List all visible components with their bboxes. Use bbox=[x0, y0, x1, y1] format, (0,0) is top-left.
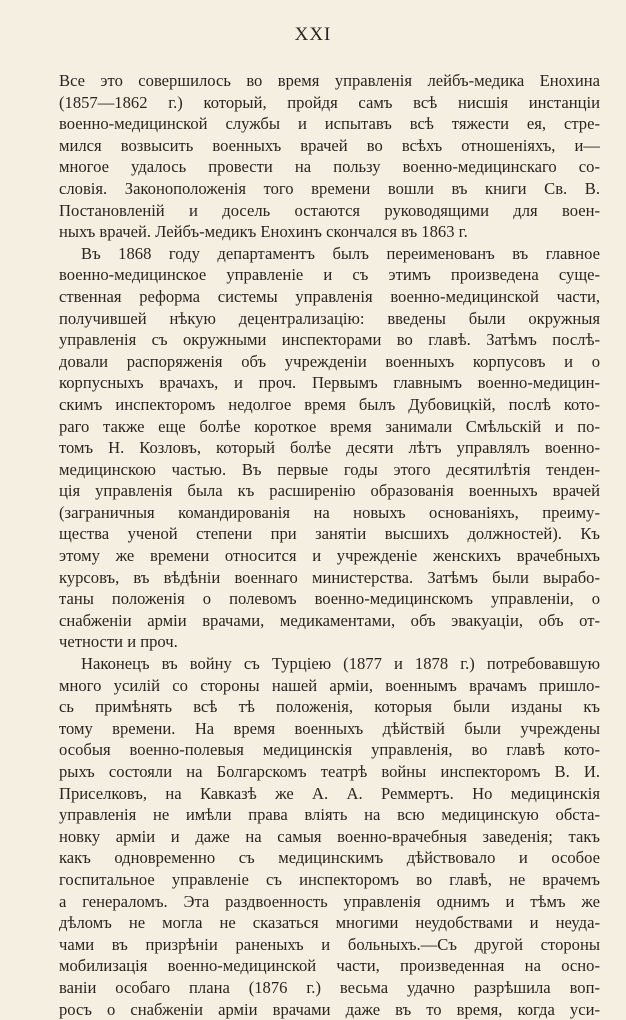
text-line: получившей нѣкую децентрализацію: введены были окружныя bbox=[59, 308, 600, 328]
text-line: управленія съ окружными инспекторами во главѣ. Затѣмъ послѣ- bbox=[59, 330, 600, 350]
text-line: ственная реформа системы управленія военно-медицинской части, bbox=[59, 286, 600, 306]
text-line: довали распоряженія объ учрежденіи военныхъ корпусовъ и о bbox=[59, 351, 600, 371]
text-line: мобилизація военно-медицинской части, произведенная на осно- bbox=[59, 956, 600, 976]
body-text bbox=[59, 70, 600, 1020]
text-line: а генераломъ. Эта раздвоенность управленія однимъ и тѣмъ же bbox=[59, 891, 600, 911]
text-line: госпитальное управленіе съ инспекторомъ во главѣ, не врачемъ bbox=[59, 869, 600, 889]
text-line: четности и проч. bbox=[59, 632, 178, 652]
text-line: этому же времени относится и учрежденіе женскихъ врачебныхъ bbox=[59, 546, 600, 566]
text-line: ныхъ врачей. Лейбъ-медикъ Енохинъ скончался въ 1863 г. bbox=[59, 222, 468, 242]
text-line: управленія не имѣли права вліять на всю медицинскую обста- bbox=[59, 805, 600, 825]
text-line: (1857—1862 г.) который, пройдя самъ всѣ нисшія инстанціи bbox=[59, 92, 600, 112]
text-line: Все это совершилось во время управленія лейбъ-медика Енохина bbox=[59, 71, 600, 90]
text-line: ваніи особаго плана (1876 г.) весьма удачно разрѣшила воп- bbox=[59, 977, 600, 997]
text-line: Постановленій и досель остаются руководящими для воен- bbox=[59, 200, 600, 220]
text-line: раго также еще болѣе короткое время занимали Смѣльскій и по- bbox=[59, 416, 600, 436]
text-line: снабженіи арміи врачами, медикаментами, объ эвакуаціи, объ от- bbox=[59, 610, 600, 630]
text-line: Приселковъ, на Кавказѣ же А. А. Реммертъ. Но медицинскія bbox=[59, 783, 600, 803]
text-line: тому времени. На время военныхъ дѣйствій были учреждены bbox=[59, 718, 600, 738]
text-line: сь примѣнять всѣ тѣ положенія, которыя были изданы къ bbox=[59, 697, 600, 717]
text-line: росъ о снабженіи арміи врачами даже въ то время, когда уси- bbox=[59, 999, 600, 1019]
text-line: ція управленія была къ расширенію образованія военныхъ врачей bbox=[59, 481, 600, 501]
text-line: словія. Законоположенія того времени вошли въ книги Св. В. bbox=[59, 178, 600, 198]
text-line: (заграничныя командированія на новыхъ основаніяхъ, преиму- bbox=[59, 502, 600, 522]
text-line: курсовъ, въ вѣдѣніи военнаго министерства. Затѣмъ были вырабо- bbox=[59, 567, 600, 587]
text-line: мился возвысить военныхъ врачей во всѣхъ отношеніяхъ, и— bbox=[59, 135, 600, 155]
text-line: много усилій со стороны нашей арміи, военнымъ врачамъ пришло- bbox=[59, 675, 600, 695]
text-line: щества ученой степени при занятіи высшихъ должностей). Къ bbox=[59, 524, 600, 544]
text-line: какъ одновременно съ медицинскимъ дѣйствовало и особое bbox=[59, 848, 600, 868]
text-line: рыхъ состояли на Болгарскомъ театрѣ войны инспекторомъ В. И. bbox=[59, 762, 600, 781]
text-line: особыя военно-полевыя медицинскія управленія, во главѣ кото- bbox=[59, 740, 600, 760]
text-line: медицинскою частью. Въ первые годы этого десятилѣтія тенден- bbox=[59, 459, 600, 479]
text-line: скимъ инспекторомъ недолгое время былъ Дубовицкій, послѣ кото- bbox=[59, 394, 600, 414]
text-line: таны положенія о полевомъ военно-медицинскомъ управленіи, о bbox=[59, 589, 600, 609]
text-line: многое удалось провести на пользу военно-медицинскаго со- bbox=[59, 157, 600, 177]
text-line: военно-медицинское управленіе и съ этимъ произведена суще- bbox=[59, 265, 600, 285]
text-line: военно-медицинской службы и испытавъ всѣ тяжести ея, стре- bbox=[59, 114, 600, 134]
text-line: чами въ призрѣніи раненыхъ и больныхъ.—Съ другой стороны bbox=[59, 934, 600, 954]
text-line: корпусныхъ врачахъ, и проч. Первымъ главнымъ военно-медицин- bbox=[59, 373, 600, 393]
text-line: Наконецъ въ войну съ Турціею (1877 и 1878 г.) потребовавшую bbox=[81, 654, 600, 674]
page-number: XXI bbox=[294, 24, 332, 45]
text-line: Въ 1868 году департаментъ былъ переименованъ въ главное bbox=[81, 243, 600, 263]
text-line: томъ Н. Козловъ, который болѣе десяти лѣтъ управлялъ военно- bbox=[59, 438, 600, 458]
text-line: дѣломъ не могла не сказаться многими неудобствами и неуда- bbox=[59, 913, 600, 933]
text-line: новку арміи и даже на самыя военно-врачебныя заведенія; такъ bbox=[59, 826, 600, 846]
